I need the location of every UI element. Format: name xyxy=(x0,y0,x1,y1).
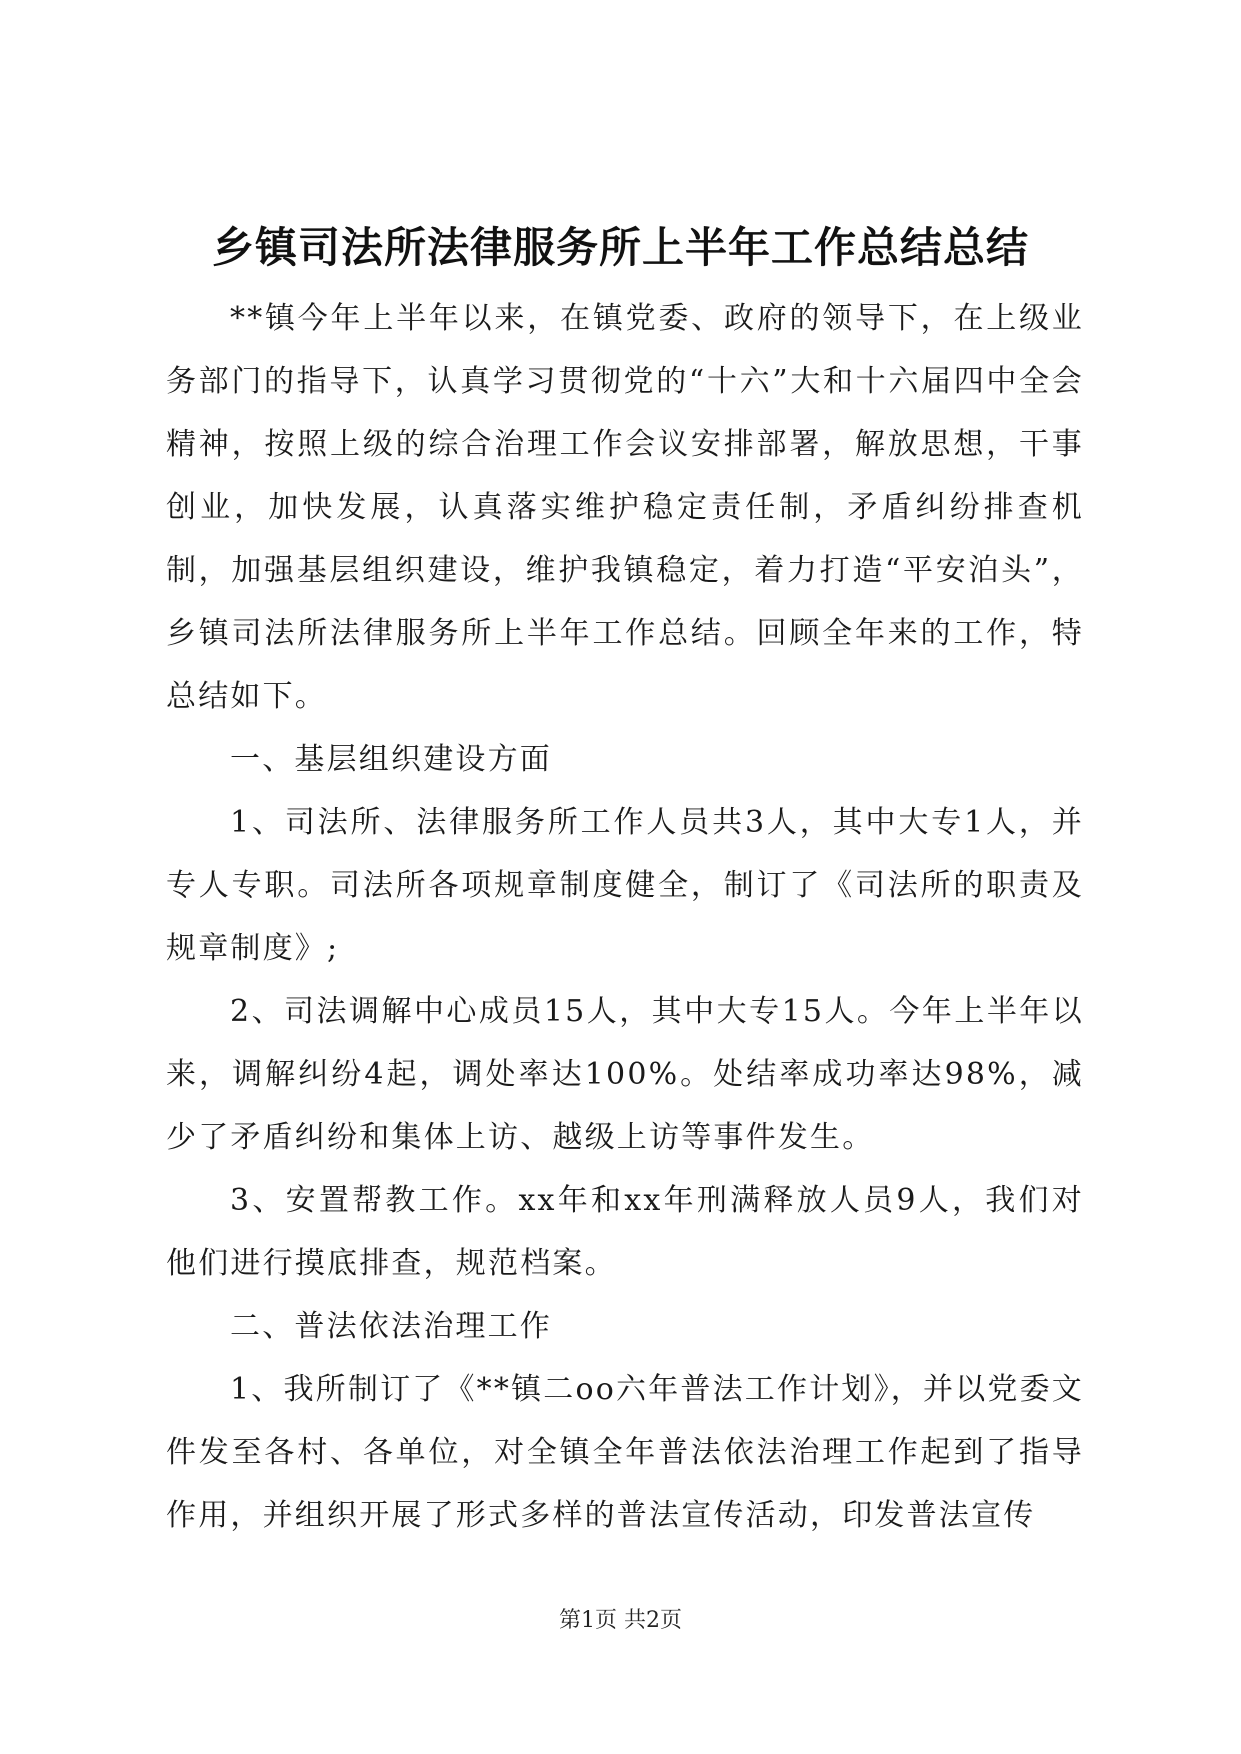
paragraph-2-1: 1、我所制订了《**镇二oo六年普法工作计划》，并以党委文件发至各村、各单位，对全镇全年普法依法治理工作起到了指导作用，并组织开展了形式多样的普法宣传活动，印发普法宣传 xyxy=(166,1372,1085,1533)
paragraph-1-3: 3、安置帮教工作。xx年和xx年刑满释放人员9人，我们对他们进行摸底排查，规范档案。 xyxy=(166,1183,1084,1281)
document-body xyxy=(166,287,1084,1547)
section-heading-2: 二、普法依法治理工作 xyxy=(230,1309,552,1344)
paragraph-1-1: 1、司法所、法律服务所工作人员共3人，其中大专1人，并专人专职。司法所各项规章制度健全，制订了《司法所的职责及规章制度》; xyxy=(166,805,1084,966)
paragraph-1-2: 2、司法调解中心成员15人，其中大专15人。今年上半年以来，调解纠纷4起，调处率达100%。处结率成功率达98%，减少了矛盾纠纷和集体上访、越级上访等事件发生。 xyxy=(166,994,1084,1155)
document-title: 乡镇司法所法律服务所上半年工作总结总结 xyxy=(211,223,1029,272)
section-heading-1: 一、基层组织建设方面 xyxy=(230,742,552,777)
paragraph-intro: **镇今年上半年以来，在镇党委、政府的领导下，在上级业务部门的指导下，认真学习贯彻党的“十六”大和十六届四中全会精神，按照上级的综合治理工作会议安排部署，解放思想，干事创业，加快发展，认真落实维护稳定责任制，矛盾纠纷排查机制，加强基层组织建设，维护我镇稳定，着力打造“平安泊头”，乡镇司法所法律服务所上半年工作总结。回顾全年来的工作，特总结如下。 xyxy=(166,301,1084,714)
page-footer: 第1页 共2页 xyxy=(559,1608,682,1633)
